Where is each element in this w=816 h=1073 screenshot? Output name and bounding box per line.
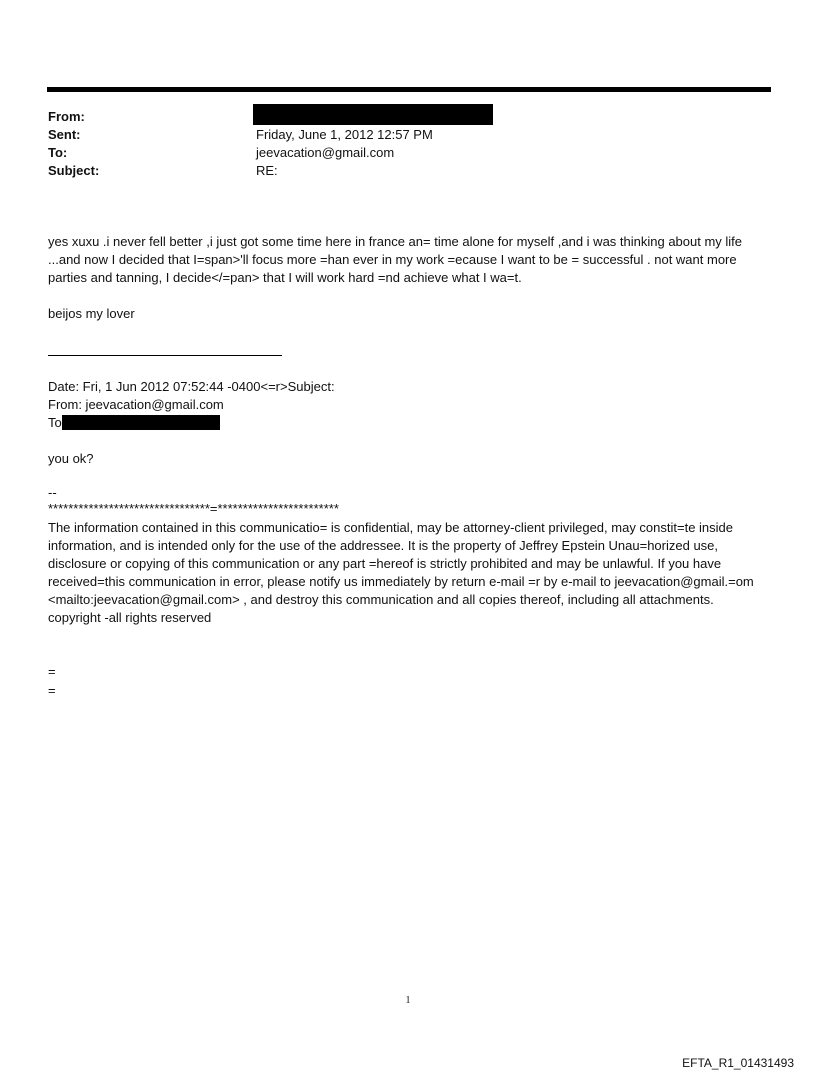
quoted-header [48, 378, 768, 432]
redacted-to-value [62, 415, 220, 430]
quote-divider [48, 355, 282, 356]
from-label: From: [48, 109, 85, 124]
quoted-message-text: you ok? [48, 451, 94, 466]
asterisk-line [48, 500, 768, 518]
subject-label: Subject: [48, 163, 100, 178]
message-body [48, 233, 768, 287]
quoted-message [48, 450, 768, 468]
page-number: 1 [405, 995, 411, 1006]
header-to-row [48, 144, 748, 162]
header-from-row [48, 108, 748, 126]
header-sent-row [48, 126, 748, 144]
trailing-equals-1 [48, 663, 768, 681]
sent-value: Friday, June 1, 2012 12:57 PM [256, 127, 433, 142]
message-signoff [48, 305, 768, 323]
redacted-from-value [253, 104, 493, 125]
to-label: To: [48, 145, 68, 160]
email-header [48, 108, 748, 180]
equals-text-2: = [48, 683, 56, 698]
disclaimer-text: The information contained in this communicatio= is confidential, may be attorney-client privileged, may constit=te inside information, and is intended only for the use of the addressee. It is the property of Jeffrey Epstein Unau=horized use, disclosure or copying of this communication or any part =hereof is strictly prohibited and may be unlawful. If you have received=this communication in error, please notify us immediately by return e-mail =r by e-mail to jeevacation@gmail.=om <mailto:jeevacation@gmail.com> , and destroy this communication and all copies thereof, including all attachments. copyright -all rights reserved [48, 520, 754, 625]
subject-value: RE: [256, 163, 278, 178]
header-subject-row [48, 162, 748, 180]
quoted-from-line: From: jeevacation@gmail.com [48, 397, 224, 412]
asterisk-text: ********************************=************************ [48, 501, 339, 516]
equals-text-1: = [48, 664, 56, 679]
signoff-text: beijos my lover [48, 306, 135, 321]
sent-label: Sent: [48, 127, 81, 142]
confidentiality-disclaimer [48, 519, 768, 627]
bates-number: EFTA_R1_01431493 [682, 1056, 794, 1070]
signature-dashes: -- [48, 485, 57, 500]
quoted-to-prefix: To [48, 415, 62, 430]
quoted-to-line [48, 414, 768, 432]
to-value: jeevacation@gmail.com [256, 145, 395, 160]
header-rule [47, 87, 771, 92]
quoted-date-line: Date: Fri, 1 Jun 2012 07:52:44 -0400<=r>Subject: [48, 379, 335, 394]
trailing-equals-2 [48, 682, 768, 700]
message-body-text: yes xuxu .i never fell better ,i just got some time here in france an= time alone for myself ,and i was thinking about my life ...and now I decided that I=span>'ll focus more =han ever in my work =ecause I want to be = successful . not want more parties and tanning, I decide</=pan> that I will work hard =nd achieve what I wa=t. [48, 234, 743, 285]
